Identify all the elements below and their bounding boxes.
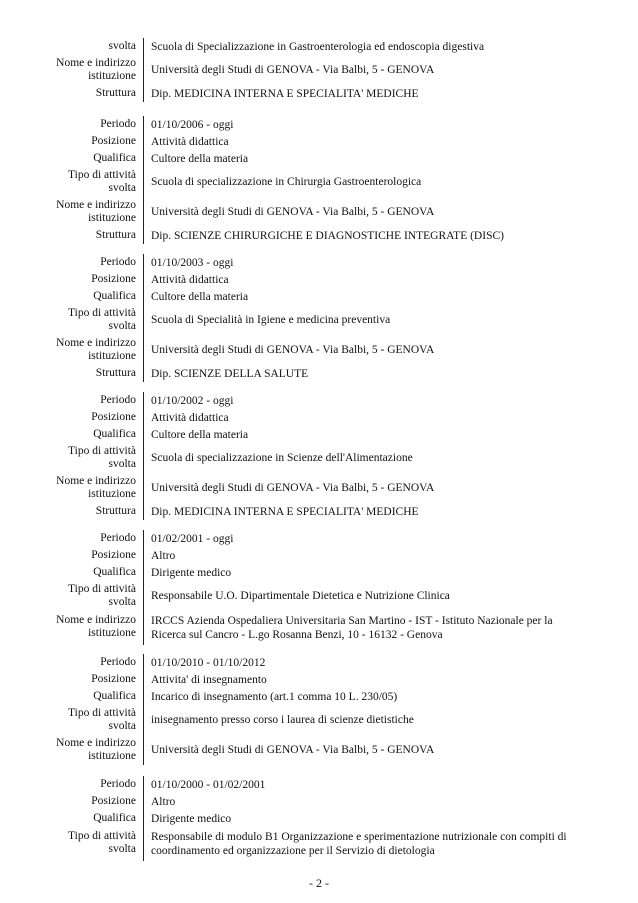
label-tipo-svolta bbox=[0, 827, 143, 855]
label-nome-istituzione bbox=[0, 197, 143, 224]
value-tipo-attivita: Responsabile di modulo B1 Organizzazione e sperimentazione nutrizionale con compiti di coordinamento ed organizzazione per il Servizio di dietologia bbox=[143, 827, 583, 861]
label-tipo: Tipo di attività bbox=[68, 169, 136, 181]
value-struttura: Dip. MEDICINA INTERNA E SPECIALITA' MEDICHE bbox=[143, 85, 583, 102]
value-qualifica: Cultore della materia bbox=[143, 426, 583, 443]
label-tipo: Tipo di attività bbox=[68, 583, 136, 595]
row-periodo bbox=[0, 530, 638, 547]
row-periodo bbox=[0, 654, 638, 671]
row-tipo-attivita bbox=[0, 305, 638, 335]
label-posizione: Posizione bbox=[91, 135, 136, 148]
label-svolta: svolta bbox=[108, 319, 136, 332]
row-tipo-attivita bbox=[0, 827, 638, 861]
row-qualifica bbox=[0, 150, 638, 167]
value-tipo-attivita: inisegnamento presso corso i laurea di scienze dietistiche bbox=[143, 705, 583, 735]
value-posizione: Altro bbox=[143, 547, 583, 564]
label-qualifica: Qualifica bbox=[93, 812, 136, 825]
value-periodo: 01/10/2002 - oggi bbox=[143, 392, 583, 409]
label-tipo-svolta bbox=[0, 305, 143, 332]
label-tipo-svolta bbox=[0, 581, 143, 608]
row-qualifica bbox=[0, 810, 638, 827]
label-struttura: Struttura bbox=[95, 229, 136, 242]
value-tipo-attivita: Scuola di Specializzazione in Gastroenterologia ed endoscopia digestiva bbox=[143, 38, 583, 55]
label-periodo: Periodo bbox=[100, 778, 136, 791]
value-qualifica: Cultore della materia bbox=[143, 150, 583, 167]
label-qualifica: Qualifica bbox=[93, 290, 136, 303]
cv-entry bbox=[0, 116, 638, 244]
value-struttura: Dip. MEDICINA INTERNA E SPECIALITA' MEDICHE bbox=[143, 503, 583, 520]
label-svolta: svolta bbox=[108, 40, 136, 53]
row-qualifica bbox=[0, 288, 638, 305]
label-posizione: Posizione bbox=[91, 411, 136, 424]
value-istituzione: Università degli Studi di GENOVA - Via Balbi, 5 - GENOVA bbox=[143, 335, 583, 365]
value-istituzione: Università degli Studi di GENOVA - Via Balbi, 5 - GENOVA bbox=[143, 473, 583, 503]
row-istituzione bbox=[0, 197, 638, 227]
value-qualifica: Dirigente medico bbox=[143, 810, 583, 827]
label-tipo-svolta bbox=[0, 167, 143, 194]
label-struttura: Struttura bbox=[95, 367, 136, 380]
row-periodo bbox=[0, 254, 638, 271]
label-svolta: svolta bbox=[108, 719, 136, 732]
label-tipo: Tipo di attività bbox=[68, 830, 136, 842]
row-posizione bbox=[0, 793, 638, 810]
value-qualifica: Cultore della materia bbox=[143, 288, 583, 305]
label-istituzione: istituzione bbox=[88, 626, 136, 639]
row-posizione bbox=[0, 547, 638, 564]
value-posizione: Attività didattica bbox=[143, 409, 583, 426]
row-struttura bbox=[0, 85, 638, 102]
row-periodo bbox=[0, 116, 638, 133]
label-periodo: Periodo bbox=[100, 118, 136, 131]
value-istituzione: Università degli Studi di GENOVA - Via Balbi, 5 - GENOVA bbox=[143, 197, 583, 227]
label-tipo: Tipo di attività bbox=[68, 707, 136, 719]
value-istituzione: Università degli Studi di GENOVA - Via Balbi, 5 - GENOVA bbox=[143, 55, 583, 85]
label-istituzione: istituzione bbox=[88, 749, 136, 762]
row-istituzione bbox=[0, 473, 638, 503]
label-nome-istituzione bbox=[0, 611, 143, 639]
row-periodo bbox=[0, 392, 638, 409]
row-tipo-attivita bbox=[0, 443, 638, 473]
row-qualifica bbox=[0, 688, 638, 705]
label-istituzione: istituzione bbox=[88, 211, 136, 224]
label-svolta: svolta bbox=[108, 181, 136, 194]
row-struttura bbox=[0, 365, 638, 382]
label-nome: Nome e indirizzo bbox=[56, 737, 136, 749]
cv-entry bbox=[0, 530, 638, 645]
value-tipo-attivita: Scuola di specializzazione in Chirurgia Gastroenterologica bbox=[143, 167, 583, 197]
label-tipo-svolta bbox=[0, 705, 143, 732]
row-periodo bbox=[0, 776, 638, 793]
label-qualifica: Qualifica bbox=[93, 428, 136, 441]
value-tipo-attivita: Responsabile U.O. Dipartimentale Dietetica e Nutrizione Clinica bbox=[143, 581, 583, 611]
value-struttura: Dip. SCIENZE DELLA SALUTE bbox=[143, 365, 583, 382]
label-struttura: Struttura bbox=[95, 505, 136, 518]
label-istituzione: istituzione bbox=[88, 487, 136, 500]
row-posizione bbox=[0, 671, 638, 688]
label-posizione: Posizione bbox=[91, 673, 136, 686]
cv-entry-continued bbox=[0, 38, 638, 102]
label-qualifica: Qualifica bbox=[93, 690, 136, 703]
value-posizione: Attivita' di insegnamento bbox=[143, 671, 583, 688]
value-periodo: 01/10/2006 - oggi bbox=[143, 116, 583, 133]
row-tipo-attivita bbox=[0, 581, 638, 611]
page-number: - 2 - bbox=[309, 876, 329, 890]
value-istituzione: Università degli Studi di GENOVA - Via Balbi, 5 - GENOVA bbox=[143, 735, 583, 765]
label-svolta: svolta bbox=[108, 595, 136, 608]
label-nome: Nome e indirizzo bbox=[56, 337, 136, 349]
value-periodo: 01/10/2010 - 01/10/2012 bbox=[143, 654, 583, 671]
value-istituzione: IRCCS Azienda Ospedaliera Universitaria San Martino - IST - Istituto Nazionale per la Ricerca sul Cancro - L.go Rosanna Benzi, 10 - 16132 - Genova bbox=[143, 611, 583, 645]
row-istituzione bbox=[0, 611, 638, 645]
value-tipo-attivita: Scuola di specializzazione in Scienze dell'Alimentazione bbox=[143, 443, 583, 473]
cv-entry bbox=[0, 654, 638, 765]
label-nome: Nome e indirizzo bbox=[56, 475, 136, 487]
row-tipo-attivita-cont bbox=[0, 38, 638, 55]
label-istituzione: istituzione bbox=[88, 349, 136, 362]
row-qualifica bbox=[0, 564, 638, 581]
row-struttura bbox=[0, 503, 638, 520]
label-tipo: Tipo di attività bbox=[68, 307, 136, 319]
label-istituzione: istituzione bbox=[88, 69, 136, 82]
label-posizione: Posizione bbox=[91, 795, 136, 808]
row-qualifica bbox=[0, 426, 638, 443]
label-tipo-svolta bbox=[0, 443, 143, 470]
label-svolta: svolta bbox=[108, 457, 136, 470]
label-nome-istituzione bbox=[0, 473, 143, 500]
value-periodo: 01/10/2000 - 01/02/2001 bbox=[143, 776, 583, 793]
label-periodo: Periodo bbox=[100, 656, 136, 669]
value-tipo-attivita: Scuola di Specialità in Igiene e medicina preventiva bbox=[143, 305, 583, 335]
value-qualifica: Incarico di insegnamento (art.1 comma 10 L. 230/05) bbox=[143, 688, 583, 705]
label-qualifica: Qualifica bbox=[93, 152, 136, 165]
row-posizione bbox=[0, 271, 638, 288]
row-istituzione bbox=[0, 335, 638, 365]
label-nome: Nome e indirizzo bbox=[56, 199, 136, 211]
cv-entry bbox=[0, 392, 638, 520]
label-struttura: Struttura bbox=[95, 87, 136, 100]
value-periodo: 01/10/2003 - oggi bbox=[143, 254, 583, 271]
row-struttura bbox=[0, 227, 638, 244]
row-istituzione bbox=[0, 55, 638, 85]
row-istituzione bbox=[0, 735, 638, 765]
cv-entry bbox=[0, 776, 638, 861]
label-posizione: Posizione bbox=[91, 273, 136, 286]
row-tipo-attivita bbox=[0, 167, 638, 197]
label-periodo: Periodo bbox=[100, 394, 136, 407]
value-posizione: Attività didattica bbox=[143, 133, 583, 150]
value-struttura: Dip. SCIENZE CHIRURGICHE E DIAGNOSTICHE INTEGRATE (DISC) bbox=[143, 227, 583, 244]
label-nome: Nome e indirizzo bbox=[56, 57, 136, 69]
label-qualifica: Qualifica bbox=[93, 566, 136, 579]
row-posizione bbox=[0, 133, 638, 150]
label-periodo: Periodo bbox=[100, 532, 136, 545]
label-nome-istituzione bbox=[0, 55, 143, 82]
label-nome-istituzione bbox=[0, 735, 143, 762]
label-periodo: Periodo bbox=[100, 256, 136, 269]
row-tipo-attivita bbox=[0, 705, 638, 735]
cv-entry bbox=[0, 254, 638, 382]
label-svolta: svolta bbox=[108, 842, 136, 855]
label-posizione: Posizione bbox=[91, 549, 136, 562]
label-tipo: Tipo di attività bbox=[68, 445, 136, 457]
label-nome: Nome e indirizzo bbox=[56, 614, 136, 626]
label-nome-istituzione bbox=[0, 335, 143, 362]
row-posizione bbox=[0, 409, 638, 426]
value-periodo: 01/02/2001 - oggi bbox=[143, 530, 583, 547]
value-posizione: Attività didattica bbox=[143, 271, 583, 288]
value-posizione: Altro bbox=[143, 793, 583, 810]
value-qualifica: Dirigente medico bbox=[143, 564, 583, 581]
